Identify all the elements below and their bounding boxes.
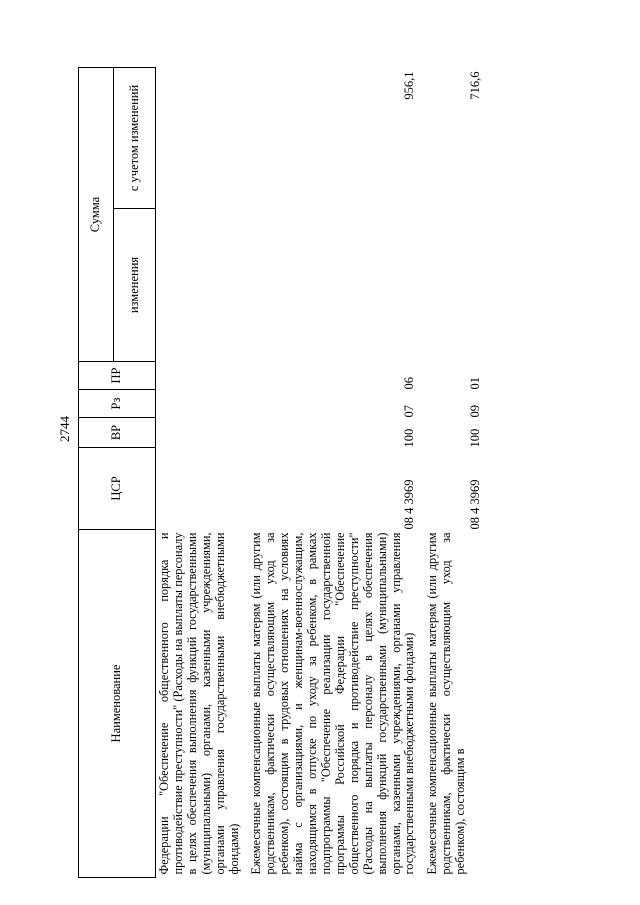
row-name: Ежемесячные компенсационные выплаты матерям (или другим родственникам, фактически осуществляющим уход за ребенком), состоящим в трудовых отношениях на условиях найма с организациями, и женщинам-военнослужащим, находящимся в отпуске по уходу за ребенком, в рамках подпрограммы "Обеспечение реализации государственной программы Российской Федерации "Обеспечение общественного порядка и противодействие преступности" (Расходы на выплаты персоналу в целях обеспечения выполнения функций государственными (муниципальными) органами, казенными учреждениями, органами управления государственными внебюджетными фондами) xyxy=(249,532,417,875)
row-with-changes xyxy=(156,68,242,209)
row-vr xyxy=(156,418,242,448)
header-rz: Рз xyxy=(79,390,156,418)
budget-table xyxy=(78,68,640,878)
row-vr: 100 xyxy=(468,428,483,448)
header-vr: ВР xyxy=(79,418,156,448)
row-csr: 08 4 3969 xyxy=(468,479,483,530)
table-row xyxy=(156,68,242,878)
header-summa: Сумма xyxy=(79,68,114,362)
table-row xyxy=(417,68,483,878)
row-changes xyxy=(156,209,242,362)
row-pr: 06 xyxy=(402,377,417,390)
row-pr xyxy=(156,362,242,390)
row-with-changes: 956,1 xyxy=(402,71,417,100)
row-with-changes: 716,6 xyxy=(468,71,483,100)
row-csr: 08 4 3969 xyxy=(402,479,417,530)
row-csr xyxy=(156,448,242,530)
row-name: Ежемесячные компенсационные выплаты матерям (или другим родственникам, фактически осуществляющим уход за ребенком), состоящим в xyxy=(425,532,468,875)
row-vr: 100 xyxy=(402,428,417,448)
header-csr: ЦСР xyxy=(79,448,156,530)
page-number: 2744 xyxy=(57,416,72,442)
row-changes xyxy=(417,209,483,362)
row-rz: 09 xyxy=(468,405,483,418)
header-name: Наименование xyxy=(79,530,156,878)
header-changes: изменения xyxy=(114,209,156,362)
row-rz xyxy=(156,390,242,418)
header-pr: ПР xyxy=(79,362,156,390)
row-rz: 07 xyxy=(402,405,417,418)
header-with-changes: с учетом изменений xyxy=(114,68,156,209)
table-row xyxy=(241,68,417,878)
row-changes xyxy=(241,209,417,362)
row-name: Федерации "Обеспечение общественного порядка и противодействие преступности" (Расходы на выплаты персоналу в целях обеспечения выполнения функций государственными (муниципальными) органами, казенными учреждениями, органами управления государственными внебюджетными фондами) xyxy=(157,532,241,875)
row-pr: 01 xyxy=(468,377,483,390)
